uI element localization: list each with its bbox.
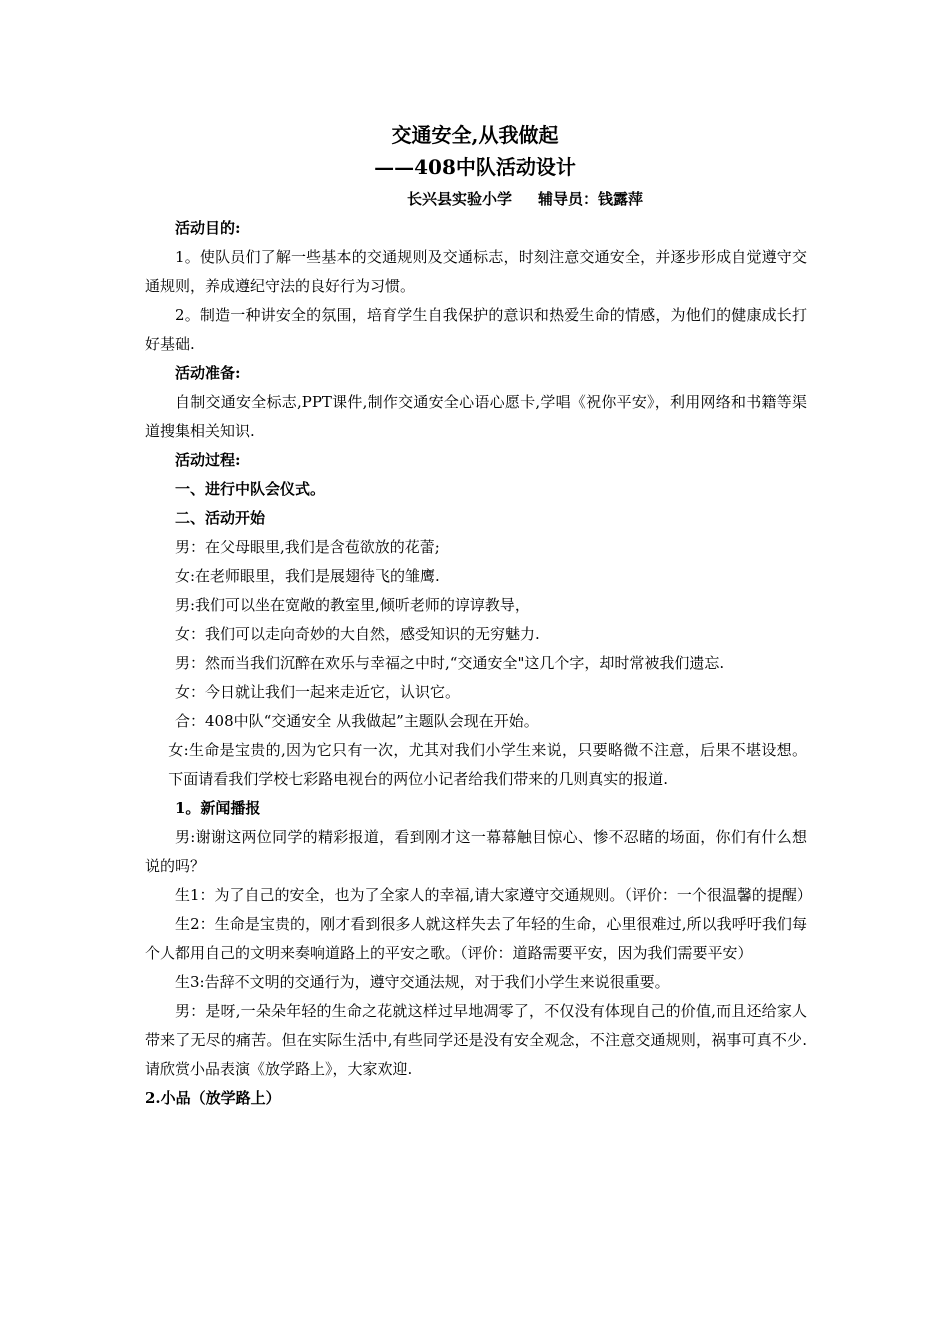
paragraph: 2。制造一种讲安全的氛围，培育学生自我保护的意识和热爱生命的情感，为他们的健康成长打好基础. xyxy=(145,306,807,353)
dialogue-line: 男:谢谢这两位同学的精彩报道，看到刚才这一幕幕触目惊心、惨不忍睹的场面，你们有什么想说的吗？ xyxy=(145,828,807,875)
heading-news-broadcast: 1。新闻播报 xyxy=(175,799,261,817)
dialogue-line: 生3:告辞不文明的交通行为，遵守交通法规，对于我们小学生来说很重要。 xyxy=(175,973,670,991)
dialogue-line: 生2：生命是宝贵的，刚才看到很多人就这样失去了年轻的生命，心里很难过,所以我呼吁我们每个人都用自己的文明来奏响道路上的平安之歌。（评价：道路需要平安，因为我们需要平安） xyxy=(145,915,807,962)
paragraph: 1。使队员们了解一些基本的交通规则及交通标志，时刻注意交通安全，并逐步形成自觉遵守交通规则，养成遵纪守法的良好行为习惯。 xyxy=(145,248,807,295)
dialogue-line: 女:生命是宝贵的,因为它只有一次，尤其对我们小学生来说，只要略微不注意，后果不堪设想。下面请看我们学校七彩路电视台的两位小记者给我们带来的几则真实的报道. xyxy=(168,741,807,788)
dialogue-line: 女：我们可以走向奇妙的大自然，感受知识的无穷魅力. xyxy=(175,625,540,643)
dialogue-line: 女：今日就让我们一起来走近它，认识它。 xyxy=(175,683,461,701)
document-body xyxy=(145,214,812,1113)
heading-activity-purpose: 活动目的: xyxy=(175,219,241,237)
heading-skit: 2.小品（放学路上） xyxy=(145,1089,281,1107)
heading-step-two: 二、活动开始 xyxy=(175,509,266,527)
heading-activity-process: 活动过程: xyxy=(175,451,241,469)
dialogue-line: 女:在老师眼里，我们是展翅待飞的雏鹰. xyxy=(175,567,440,585)
paragraph: 自制交通安全标志,PPT课件,制作交通安全心语心愿卡,学唱《祝你平安》，利用网络和书籍等渠道搜集相关知识. xyxy=(145,393,807,440)
dialogue-line: 合：408中队“交通安全 从我做起”主题队会现在开始。 xyxy=(175,712,539,730)
dialogue-line: 生1：为了自己的安全，也为了全家人的幸福,请大家遵守交通规则。（评价：一个很温馨的提醒） xyxy=(175,886,812,904)
dialogue-line: 男：然而当我们沉醉在欢乐与幸福之中时,“交通安全"这几个字，却时常被我们遗忘. xyxy=(175,654,725,672)
document-title: 交通安全,从我做起 xyxy=(391,123,559,147)
heading-activity-preparation: 活动准备: xyxy=(175,364,241,382)
dialogue-line: 男:我们可以坐在宽敞的教室里,倾听老师的谆谆教导， xyxy=(175,596,530,614)
heading-step-one: 一、进行中队会仪式。 xyxy=(175,480,326,498)
document-byline: 长兴县实验小学 辅导员：钱露萍 xyxy=(406,190,644,208)
dialogue-line: 男：是呀,一朵朵年轻的生命之花就这样过早地凋零了，不仅没有体现自己的价值,而且还给家人带来了无尽的痛苦。但在实际生活中,有些同学还是没有安全观念，不注意交通规则，祸事可真不少.请欣赏小品表演《放学路上》，大家欢迎. xyxy=(145,1002,807,1078)
document-subtitle: ——408中队活动设计 xyxy=(374,155,576,179)
dialogue-line: 男：在父母眼里,我们是含苞欲放的花蕾; xyxy=(175,538,440,556)
